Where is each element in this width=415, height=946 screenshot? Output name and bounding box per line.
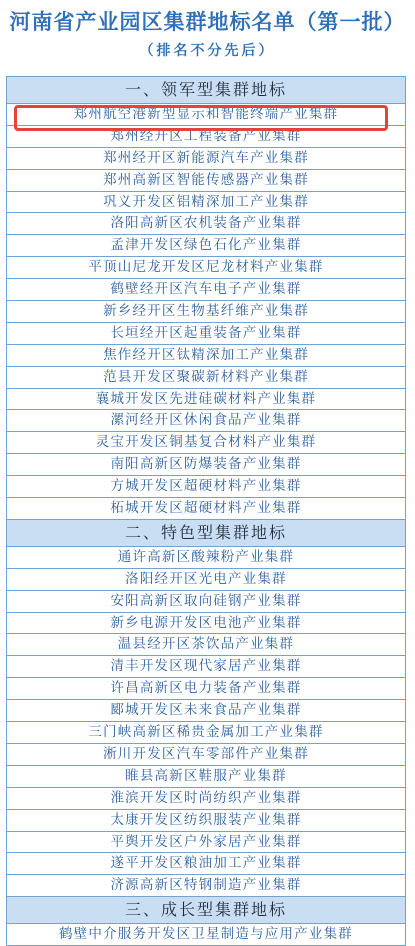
cluster-row: 新乡电源开发区电池产业集群 (7, 613, 405, 635)
cluster-row: 襄城开发区先进硅碳材料产业集群 (7, 389, 405, 411)
cluster-row: 柘城开发区超硬材料产业集群 (7, 498, 405, 520)
cluster-row: 遂平开发区粮油加工产业集群 (7, 853, 405, 875)
watermark: ◦ (8, 920, 14, 931)
cluster-row: 漯河经开区休闲食品产业集群 (7, 410, 405, 432)
cluster-row: 新乡经开区生物基纤维产业集群 (7, 301, 405, 323)
cluster-row: 三门峡高新区稀贵金属加工产业集群 (7, 722, 405, 744)
cluster-row: 平舆开发区户外家居产业集群 (7, 832, 405, 854)
cluster-row: 孟津开发区绿色石化产业集群 (7, 235, 405, 257)
cluster-row: 通许高新区酸辣粉产业集群 (7, 547, 405, 569)
cluster-row: 清丰开发区现代家居产业集群 (7, 656, 405, 678)
cluster-row: 鹤壁中介服务开发区卫星制造与应用产业集群 (59, 926, 353, 943)
cluster-row: 洛阳经开区光电产业集群 (7, 569, 405, 591)
cluster-row: 郾城开发区未来食品产业集群 (7, 700, 405, 722)
cluster-row: 温县经开区茶饮品产业集群 (7, 634, 405, 656)
cluster-row: 鹤壁经开区汽车电子产业集群 (7, 279, 405, 301)
section-heading: 三、成长型集群地标 (7, 897, 405, 924)
page-subtitle: （排名不分先后） (139, 43, 276, 59)
cluster-list-table (6, 76, 406, 946)
cluster-row: 郑州经开区工程装备产业集群 (7, 126, 405, 148)
cluster-row: 许昌高新区电力装备产业集群 (7, 678, 405, 700)
cluster-row: 平顶山尼龙开发区尼龙材料产业集群 (7, 257, 405, 279)
cluster-row: 南阳高新区防爆装备产业集群 (7, 454, 405, 476)
cluster-row: 郑州航空港新型显示和智能终端产业集群 (7, 104, 405, 126)
cluster-row: 安阳高新区取向硅钢产业集群 (7, 591, 405, 613)
cluster-row: 太康开发区纺织服装产业集群 (7, 810, 405, 832)
cluster-row: 郑州高新区智能传感器产业集群 (7, 170, 405, 192)
cluster-row: 长垣经开区起重装备产业集群 (7, 323, 405, 345)
cluster-row: 淅川开发区汽车零部件产业集群 (7, 744, 405, 766)
cluster-row: 方城开发区超硬材料产业集群 (7, 476, 405, 498)
section-heading: 二、特色型集群地标 (7, 520, 405, 547)
cluster-row: 巩义开发区铝精深加工产业集群 (7, 192, 405, 214)
cluster-row: 睢县高新区鞋服产业集群 (7, 766, 405, 788)
cluster-row: 洛阳高新区农机装备产业集群 (7, 213, 405, 235)
page-title: 河南省产业园区集群地标名单（第一批） (9, 9, 406, 34)
cluster-row: 灵宝开发区铜基复合材料产业集群 (7, 432, 405, 454)
cluster-row: 济源高新区特钢制造产业集群 (7, 875, 405, 897)
cluster-row: 范县开发区聚碳新材料产业集群 (7, 367, 405, 389)
section-heading: 一、领军型集群地标 (7, 77, 405, 104)
cluster-row: 淮滨开发区时尚纺织产业集群 (7, 788, 405, 810)
cluster-row: 郑州经开区新能源汽车产业集群 (7, 148, 405, 170)
cluster-row: 焦作经开区钛精深加工产业集群 (7, 345, 405, 367)
